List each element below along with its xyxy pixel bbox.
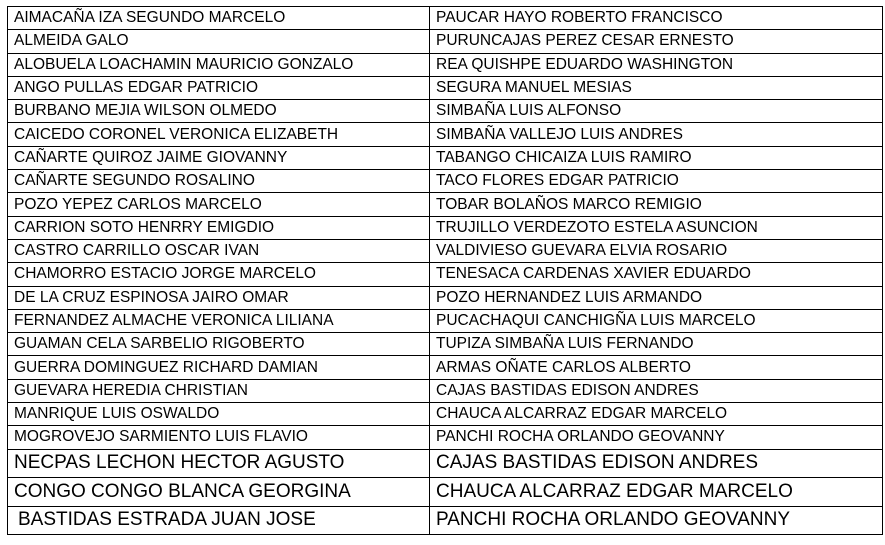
left-name-cell: POZO YEPEZ CARLOS MARCELO [8, 193, 430, 216]
table-row [8, 506, 883, 535]
right-name-cell: PAUCAR HAYO ROBERTO FRANCISCO [430, 7, 883, 30]
right-name-cell: CHAUCA ALCARRAZ EDGAR MARCELO [430, 478, 883, 507]
left-name-cell: BURBANO MEJIA WILSON OLMEDO [8, 100, 430, 123]
right-name-cell: TUPIZA SIMBAÑA LUIS FERNANDO [430, 333, 883, 356]
table-row [8, 379, 883, 402]
left-name-cell: DE LA CRUZ ESPINOSA JAIRO OMAR [8, 286, 430, 309]
left-name-cell: ALMEIDA GALO [8, 30, 430, 53]
left-name-cell: BASTIDAS ESTRADA JUAN JOSE [8, 506, 430, 535]
right-name-cell: REA QUISHPE EDUARDO WASHINGTON [430, 53, 883, 76]
table-row [8, 76, 883, 99]
table-row [8, 333, 883, 356]
table-row [8, 263, 883, 286]
left-name-cell: GUAMAN CELA SARBELIO RIGOBERTO [8, 333, 430, 356]
left-name-cell: CASTRO CARRILLO OSCAR IVAN [8, 239, 430, 262]
left-name-cell: CHAMORRO ESTACIO JORGE MARCELO [8, 263, 430, 286]
left-name-cell: CARRION SOTO HENRRY EMIGDIO [8, 216, 430, 239]
left-name-cell: GUERRA DOMINGUEZ RICHARD DAMIAN [8, 356, 430, 379]
right-name-cell: SIMBAÑA VALLEJO LUIS ANDRES [430, 123, 883, 146]
names-table-container [7, 6, 883, 535]
left-name-cell: CAÑARTE SEGUNDO ROSALINO [8, 170, 430, 193]
table-row [8, 30, 883, 53]
table-row [8, 146, 883, 169]
right-name-cell: SEGURA MANUEL MESIAS [430, 76, 883, 99]
table-row [8, 426, 883, 449]
left-name-cell: MANRIQUE LUIS OSWALDO [8, 403, 430, 426]
table-row [8, 403, 883, 426]
right-name-cell: ARMAS OÑATE CARLOS ALBERTO [430, 356, 883, 379]
left-name-cell: CONGO CONGO BLANCA GEORGINA [8, 478, 430, 507]
right-name-cell: TABANGO CHICAIZA LUIS RAMIRO [430, 146, 883, 169]
right-name-cell: TOBAR BOLAÑOS MARCO REMIGIO [430, 193, 883, 216]
table-row [8, 356, 883, 379]
right-name-cell: TACO FLORES EDGAR PATRICIO [430, 170, 883, 193]
table-row [8, 7, 883, 30]
right-name-cell: CAJAS BASTIDAS EDISON ANDRES [430, 379, 883, 402]
left-name-cell: GUEVARA HEREDIA CHRISTIAN [8, 379, 430, 402]
table-row [8, 53, 883, 76]
left-name-cell: CAICEDO CORONEL VERONICA ELIZABETH [8, 123, 430, 146]
left-name-cell: FERNANDEZ ALMACHE VERONICA LILIANA [8, 309, 430, 332]
left-name-cell: ALOBUELA LOACHAMIN MAURICIO GONZALO [8, 53, 430, 76]
table-row [8, 478, 883, 507]
left-name-cell: ANGO PULLAS EDGAR PATRICIO [8, 76, 430, 99]
table-row [8, 309, 883, 332]
left-name-cell: CAÑARTE QUIROZ JAIME GIOVANNY [8, 146, 430, 169]
left-name-cell: MOGROVEJO SARMIENTO LUIS FLAVIO [8, 426, 430, 449]
table-row [8, 100, 883, 123]
table-row [8, 193, 883, 216]
left-name-cell: NECPAS LECHON HECTOR AGUSTO [8, 449, 430, 478]
right-name-cell: SIMBAÑA LUIS ALFONSO [430, 100, 883, 123]
names-table [7, 6, 883, 535]
right-name-cell: PURUNCAJAS PEREZ CESAR ERNESTO [430, 30, 883, 53]
right-name-cell: PANCHI ROCHA ORLANDO GEOVANNY [430, 426, 883, 449]
right-name-cell: CAJAS BASTIDAS EDISON ANDRES [430, 449, 883, 478]
left-name-cell: AIMACAÑA IZA SEGUNDO MARCELO [8, 7, 430, 30]
table-row [8, 123, 883, 146]
right-name-cell: POZO HERNANDEZ LUIS ARMANDO [430, 286, 883, 309]
right-name-cell: TENESACA CARDENAS XAVIER EDUARDO [430, 263, 883, 286]
table-row [8, 286, 883, 309]
table-row [8, 216, 883, 239]
table-row [8, 170, 883, 193]
right-name-cell: VALDIVIESO GUEVARA ELVIA ROSARIO [430, 239, 883, 262]
table-row [8, 239, 883, 262]
table-row [8, 449, 883, 478]
right-name-cell: CHAUCA ALCARRAZ EDGAR MARCELO [430, 403, 883, 426]
right-name-cell: PUCACHAQUI CANCHIGÑA LUIS MARCELO [430, 309, 883, 332]
right-name-cell: PANCHI ROCHA ORLANDO GEOVANNY [430, 506, 883, 535]
right-name-cell: TRUJILLO VERDEZOTO ESTELA ASUNCION [430, 216, 883, 239]
